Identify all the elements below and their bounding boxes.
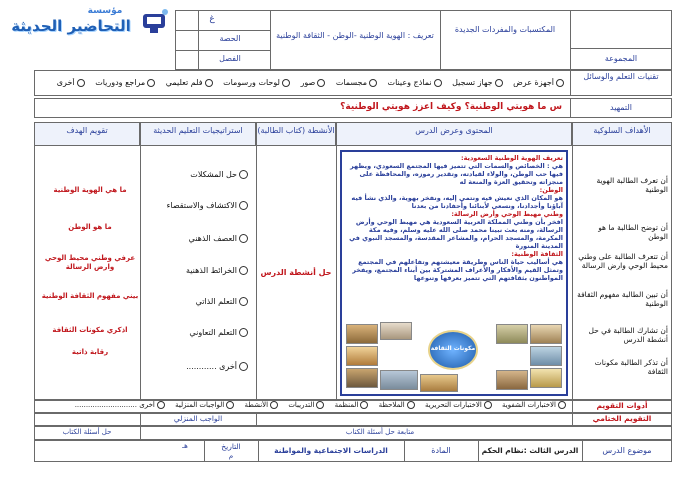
radio-icon[interactable] (558, 401, 566, 409)
header-strategies: استراتيجيات التعليم الحديثة (140, 122, 256, 146)
book-solve-label: حل أسئلة الكتاب (62, 428, 112, 436)
radio-icon[interactable] (407, 401, 415, 409)
content-heading: الوطن: (539, 186, 563, 194)
logo-small-text: مؤسسة (87, 6, 123, 16)
strategy-item[interactable]: أخرى ............ (150, 362, 250, 371)
strategy-item[interactable]: الخرائط الذهنية (150, 266, 250, 275)
topic-value: الدرس الثالث :نظام الحكم (481, 446, 579, 455)
image-tile (420, 374, 458, 392)
assessment-organizer[interactable]: المنظمة (335, 401, 371, 409)
header-content: المحتوى وعرض الدرس (336, 122, 572, 146)
objective-item: أن تذكر الطالبة مكونات الثقافة (594, 358, 668, 376)
radio-icon[interactable] (239, 297, 248, 306)
objective-item: أن توضح الطالبة ما هو الوطن (598, 223, 668, 241)
logo (4, 6, 172, 40)
tool-objects[interactable]: مجسمات (336, 78, 379, 87)
final-label: التقويم الختامي (592, 414, 652, 423)
tool-other[interactable]: أخرى (57, 78, 87, 87)
date-label: التاريخ (221, 442, 241, 451)
radio-icon[interactable] (239, 170, 248, 179)
radio-icon[interactable] (226, 401, 234, 409)
header-evaluation: تقويم الهدف (34, 122, 140, 146)
strategy-item[interactable]: حل المشكلات (150, 170, 250, 179)
assessment-other[interactable]: أخرى ............................ (75, 401, 167, 409)
image-tile (346, 324, 378, 344)
assessment-homework[interactable]: الواجبات المنزلية (175, 401, 236, 409)
assessment-exercises[interactable]: التدريبات (288, 401, 326, 409)
section-label: الفصل (219, 54, 241, 63)
strategy-item[interactable]: الاكتشاف والاستقصاء (150, 201, 250, 210)
evaluation-item: اذكري مكونات الثقافة (52, 326, 128, 334)
tools-label: تقنيات التعلم والوسائل (583, 72, 659, 81)
subject-label: المادة (431, 446, 451, 455)
evaluation-item: ما هو الوطن (68, 223, 112, 231)
content-heading: تعريف الهوية الوطنية السعودية: (460, 154, 563, 162)
radio-icon[interactable] (484, 401, 492, 409)
radio-icon[interactable] (239, 266, 248, 275)
objective-item: أن تعرف الطالبة الهوية الوطنية (596, 176, 668, 194)
radio-icon[interactable] (239, 234, 248, 243)
intro-label: التمهيد (610, 103, 632, 112)
radio-icon[interactable] (147, 79, 155, 87)
homework-label: الواجب المنزلي (173, 414, 223, 423)
content-paragraph: افخر بأن وطني المملكة العربية السعودية هي مهبط الوحي وأرض الرسالة، ومنه بعث نبينا محمد صلى الله عليه وسلم، وفيه مكة المكرمة، والمسجد الحرام، والمشاعر المقدسة، والمسجد النبوي في المدينة المنورة (349, 218, 563, 250)
logo-main-text: التحاضير الحديثة (11, 17, 131, 35)
gender-label: غ (209, 14, 215, 24)
radio-icon[interactable] (157, 401, 165, 409)
strategy-item[interactable]: العصف الذهني (150, 234, 250, 243)
image-tile (496, 324, 528, 344)
radio-icon[interactable] (434, 79, 442, 87)
intro-question: س ما هويتي الوطنية؟ وكيف اعزز هويتي الوطنية؟ (340, 102, 562, 112)
image-tile (530, 368, 562, 388)
strategy-item[interactable]: التعلم التعاوني (150, 328, 250, 337)
objective-item: أن تبين الطالبة مفهوم الثقافة الوطنية (577, 290, 668, 308)
tools-list (40, 78, 566, 87)
radio-icon[interactable] (205, 79, 213, 87)
radio-icon[interactable] (360, 401, 368, 409)
definition-text: تعريف : الهوية الوطنية -الوطن - الثقافة الوطنية (276, 31, 434, 40)
assessment-observation[interactable]: الملاحظة (379, 401, 417, 409)
image-tile (380, 370, 418, 390)
objective-item: أن تتعرف الطالبة على وطني محيط الوحي وارض الرسالة (578, 252, 668, 270)
image-tile (346, 368, 378, 388)
image-tile (380, 322, 412, 340)
culture-center-title: مكونات الثقافة (430, 345, 476, 352)
header-activities: الأنشطة (كتاب الطالبة) (256, 122, 336, 146)
image-tile (530, 324, 562, 344)
content-paragraph: هي أساليب حياة الناس وطريقة معيشتهم وتفاعلهم في المجتمع وتمثل القيم والأفكار والأعراف المشتركة بين أبناء المجتمع، ويفخر المواطنون بثقافتهم التي تتميز بعرفها وتنوعها (352, 258, 563, 282)
assessment-label: أدوات التقويم (596, 401, 648, 410)
assessment-list (40, 401, 568, 409)
radio-icon[interactable] (316, 401, 324, 409)
class-label: الحصة (219, 34, 241, 43)
evaluation-item: رقابة ذاتية (71, 348, 109, 356)
activities-label: حل أنشطة الدرس (260, 268, 332, 277)
objective-item: أن تشارك الطالبة في حل أنشطة الدرس (588, 326, 668, 344)
evaluation-item: بيني مفهوم الثقافة الوطنية (41, 292, 139, 300)
radio-icon[interactable] (77, 79, 85, 87)
tool-recorder[interactable]: جهاز تسجيل (452, 78, 504, 87)
radio-icon[interactable] (556, 79, 564, 87)
date-hijri: هـ (182, 442, 188, 450)
radio-icon[interactable] (282, 79, 290, 87)
header-objectives: الأهداف السلوكية (572, 122, 672, 146)
tool-boards[interactable]: لوحات ورسومات (223, 78, 292, 87)
culture-diagram (344, 318, 564, 394)
subject-value: الدراسات الاجتماعية والمواطنة (274, 446, 388, 455)
radio-icon[interactable] (239, 201, 248, 210)
assessment-activities[interactable]: الأنشطة (244, 401, 280, 409)
radio-icon[interactable] (495, 79, 503, 87)
assessment-oral[interactable]: الاختبارات الشفوية (502, 401, 568, 409)
radio-icon[interactable] (369, 79, 377, 87)
evaluation-item: ما هي الهوية الوطنية (53, 186, 127, 194)
assessment-written[interactable]: الاختبارات التحريرية (425, 401, 494, 409)
tool-pictures[interactable]: صور (300, 78, 327, 87)
radio-icon[interactable] (270, 401, 278, 409)
book-follow-label: متابعة حل أسئلة الكتاب (345, 428, 415, 436)
tool-models[interactable]: نماذج وعينات (388, 78, 444, 87)
content-heading: وطني مهبط الوحي وأرض الرسالة: (451, 210, 563, 218)
image-tile (346, 346, 378, 366)
topic-label: موضوع الدرس (602, 446, 652, 455)
strategy-item[interactable]: التعلم الذاتي (150, 297, 250, 306)
evaluation-item: عرفي وطني محيط الوحي وارض الرسالة (44, 254, 136, 271)
content-paragraph: هو المكان الذي نعيش فيه ونتمي إليه، ونفخر بهوية، والذي نشأ فيه آباؤنا وأجدادنا، ونسعى لأبنائنا وأحفادنا من بعدنا (351, 194, 563, 210)
tool-film[interactable]: فلم تعليمي (166, 78, 215, 87)
concepts-label: المكتسبات والمفردات الجديدة (454, 25, 556, 34)
group-label: المجموعة (604, 54, 638, 63)
radio-icon[interactable] (239, 328, 248, 337)
image-tile (530, 346, 562, 366)
content-heading: الثقافة الوطنية: (511, 250, 563, 258)
content-paragraph: هي : الخصائص والسمات التي تتميز فيها المجتمع السعودي، ويظهر فيها حب الوطن، والولاء لقيادته، وتقدير رموزه، والمحافظة على منجزاته وتحقيق العزة والمنعة له (350, 162, 563, 186)
logo-icon (140, 8, 170, 36)
radio-icon[interactable] (239, 362, 248, 371)
radio-icon[interactable] (317, 79, 325, 87)
tool-projector[interactable]: أجهزة عرض (513, 78, 566, 87)
image-tile (496, 370, 528, 390)
tool-references[interactable]: مراجع ودوريات (95, 78, 157, 87)
date-greg: م (228, 452, 234, 460)
